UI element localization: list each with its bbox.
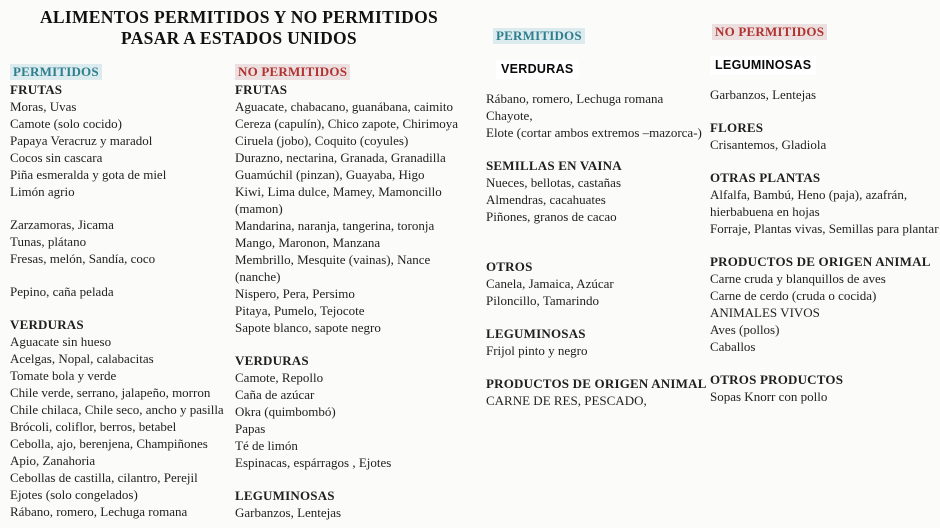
list-item: Carne cruda y blanquillos de aves xyxy=(710,271,886,286)
spacer xyxy=(710,41,938,56)
list-item: Piloncillo, Tamarindo xyxy=(486,293,599,308)
page-title-line-1: ALIMENTOS PERMITIDOS Y NO PERMITIDOS xyxy=(39,7,439,27)
list-item: Caña de azúcar xyxy=(235,387,315,402)
spacer xyxy=(486,79,704,90)
column-permitidos-left xyxy=(10,63,232,520)
list-item: Rábano, romero, Lechuga romana xyxy=(10,504,188,519)
section-heading: PRODUCTOS DE ORIGEN ANIMAL xyxy=(486,376,707,391)
list-item: Rábano, romero, Lechuga romana xyxy=(486,91,664,106)
section-heading: OTROS xyxy=(486,259,533,274)
section-heading: SEMILLAS EN VAINA xyxy=(486,158,622,173)
spacer xyxy=(486,225,704,258)
list-item: Almendras, cacahuates xyxy=(486,192,606,207)
list-item: Camote, Repollo xyxy=(235,370,324,385)
list-item: Espinacas, espárragos , Ejotes xyxy=(235,455,392,470)
list-item: Chile verde, serrano, jalapeño, morron xyxy=(10,385,211,400)
section-heading: LEGUMINOSAS xyxy=(235,488,335,503)
list-item: Tomate bola y verde xyxy=(10,368,117,383)
column-no-permitidos-left xyxy=(235,63,483,521)
list-item: hierbabuena en hojas xyxy=(710,204,820,219)
list-item: Chayote, xyxy=(486,108,533,123)
spacer xyxy=(10,267,232,283)
list-item: Kiwi, Lima dulce, Mamey, Mamoncillo xyxy=(235,184,442,199)
list-item: Zarzamoras, Jicama xyxy=(10,217,114,232)
list-item: Alfalfa, Bambú, Heno (paja), azafrán, xyxy=(710,187,908,202)
category-label-row xyxy=(710,56,938,75)
list-item: CARNE DE RES, PESCADO, xyxy=(486,393,647,408)
list-item: (nanche) xyxy=(235,269,281,284)
list-item: Forraje, Plantas vivas, Semillas para plantar xyxy=(710,221,939,236)
category-label-row xyxy=(486,60,704,79)
spacer xyxy=(486,45,704,60)
spacer xyxy=(710,237,938,253)
list-item: Aguacate, chabacano, guanábana, caimito xyxy=(235,99,453,114)
permitted-column-header: PERMITIDOS xyxy=(10,64,102,80)
list-item: (mamon) xyxy=(235,201,283,216)
list-item: Garbanzos, Lentejas xyxy=(710,87,817,102)
column-no-permitidos-right xyxy=(710,23,938,405)
permitted-column-header: PERMITIDOS xyxy=(493,28,585,44)
page-title xyxy=(0,7,478,49)
list-item: Piñones, granos de cacao xyxy=(486,209,617,224)
list-item: Carne de cerdo (cruda o cocida) xyxy=(710,288,877,303)
spacer xyxy=(235,471,483,487)
list-item: Frijol pinto y negro xyxy=(486,343,588,358)
list-item: Elote (cortar ambos extremos –mazorca-) xyxy=(486,125,702,140)
spacer xyxy=(710,355,938,371)
list-item: Cebolla, ajo, berenjena, Champiñones xyxy=(10,436,208,451)
list-item: ANIMALES VIVOS xyxy=(710,305,820,320)
spacer xyxy=(235,336,483,352)
permitted-column-header-row xyxy=(486,27,704,45)
section-heading: PRODUCTOS DE ORIGEN ANIMAL xyxy=(710,254,931,269)
list-item: Membrillo, Mesquite (vainas), Nance xyxy=(235,252,431,267)
spacer xyxy=(710,153,938,169)
list-item: Chile chilaca, Chile seco, ancho y pasilla xyxy=(10,402,224,417)
list-item: Camote (solo cocido) xyxy=(10,116,122,131)
list-item: Acelgas, Nopal, calabacitas xyxy=(10,351,154,366)
list-item: Pitaya, Pumelo, Tejocote xyxy=(235,303,365,318)
list-item: Moras, Uvas xyxy=(10,99,77,114)
prohibited-column-header: NO PERMITIDOS xyxy=(712,24,827,40)
section-heading: FRUTAS xyxy=(235,82,288,97)
spacer xyxy=(710,103,938,119)
list-item: Nueces, bellotas, castañas xyxy=(486,175,622,190)
list-item: Crisantemos, Gladiola xyxy=(710,137,827,152)
list-item: Fresas, melón, Sandía, coco xyxy=(10,251,156,266)
list-item: Durazno, nectarina, Granada, Granadilla xyxy=(235,150,446,165)
prohibited-column-header-row xyxy=(235,63,483,81)
list-item: Ciruela (jobo), Coquito (coyules) xyxy=(235,133,409,148)
page-title-line-2: PASAR A ESTADOS UNIDOS xyxy=(121,28,357,48)
spacer xyxy=(10,200,232,216)
spacer xyxy=(486,359,704,375)
list-item: Papas xyxy=(235,421,266,436)
list-item: Canela, Jamaica, Azúcar xyxy=(486,276,614,291)
list-item: Cereza (capulín), Chico zapote, Chirimoya xyxy=(235,116,459,131)
permitted-column-header-row xyxy=(10,63,232,81)
spacer xyxy=(486,141,704,157)
category-label: LEGUMINOSAS xyxy=(710,56,816,75)
list-item: Mandarina, naranja, tangerina, toronja xyxy=(235,218,435,233)
list-item: Cebollas de castilla, cilantro, Perejil xyxy=(10,470,198,485)
list-item: Ejotes (solo congelados) xyxy=(10,487,138,502)
list-item: Caballos xyxy=(710,339,756,354)
list-item: Okra (quimbombó) xyxy=(235,404,336,419)
section-heading: FLORES xyxy=(710,120,764,135)
section-heading: OTROS PRODUCTOS xyxy=(710,372,844,387)
list-item: Aves (pollos) xyxy=(710,322,780,337)
list-item: Nispero, Pera, Persimo xyxy=(235,286,355,301)
column-permitidos-right xyxy=(486,27,707,409)
section-heading: LEGUMINOSAS xyxy=(486,326,586,341)
list-item: Aguacate sin hueso xyxy=(10,334,112,349)
list-item: Apio, Zanahoria xyxy=(10,453,96,468)
list-item: Papaya Veracruz y maradol xyxy=(10,133,153,148)
list-item: Mango, Maronon, Manzana xyxy=(235,235,381,250)
list-item: Pepino, caña pelada xyxy=(10,284,114,299)
list-item: Sopas Knorr con pollo xyxy=(710,389,828,404)
section-heading: OTRAS PLANTAS xyxy=(710,170,821,185)
list-item: Sapote blanco, sapote negro xyxy=(235,320,381,335)
list-item: Té de limón xyxy=(235,438,298,453)
list-item: Tunas, plátano xyxy=(10,234,87,249)
section-heading: FRUTAS xyxy=(10,82,63,97)
list-item: Brócoli, coliflor, berros, betabel xyxy=(10,419,177,434)
section-heading: VERDURAS xyxy=(10,317,84,332)
prohibited-column-header: NO PERMITIDOS xyxy=(235,64,350,80)
spacer xyxy=(486,309,704,325)
list-item: Cocos sin cascara xyxy=(10,150,103,165)
section-heading: VERDURAS xyxy=(235,353,309,368)
prohibited-column-header-row xyxy=(710,23,938,41)
spacer xyxy=(710,75,938,86)
list-item: Limón agrio xyxy=(10,184,75,199)
spacer xyxy=(10,300,232,316)
category-label: VERDURAS xyxy=(496,60,579,79)
list-item: Piña esmeralda y gota de miel xyxy=(10,167,167,182)
list-item: Guamúchil (pinzan), Guayaba, Higo xyxy=(235,167,425,182)
list-item: Garbanzos, Lentejas xyxy=(235,505,342,520)
